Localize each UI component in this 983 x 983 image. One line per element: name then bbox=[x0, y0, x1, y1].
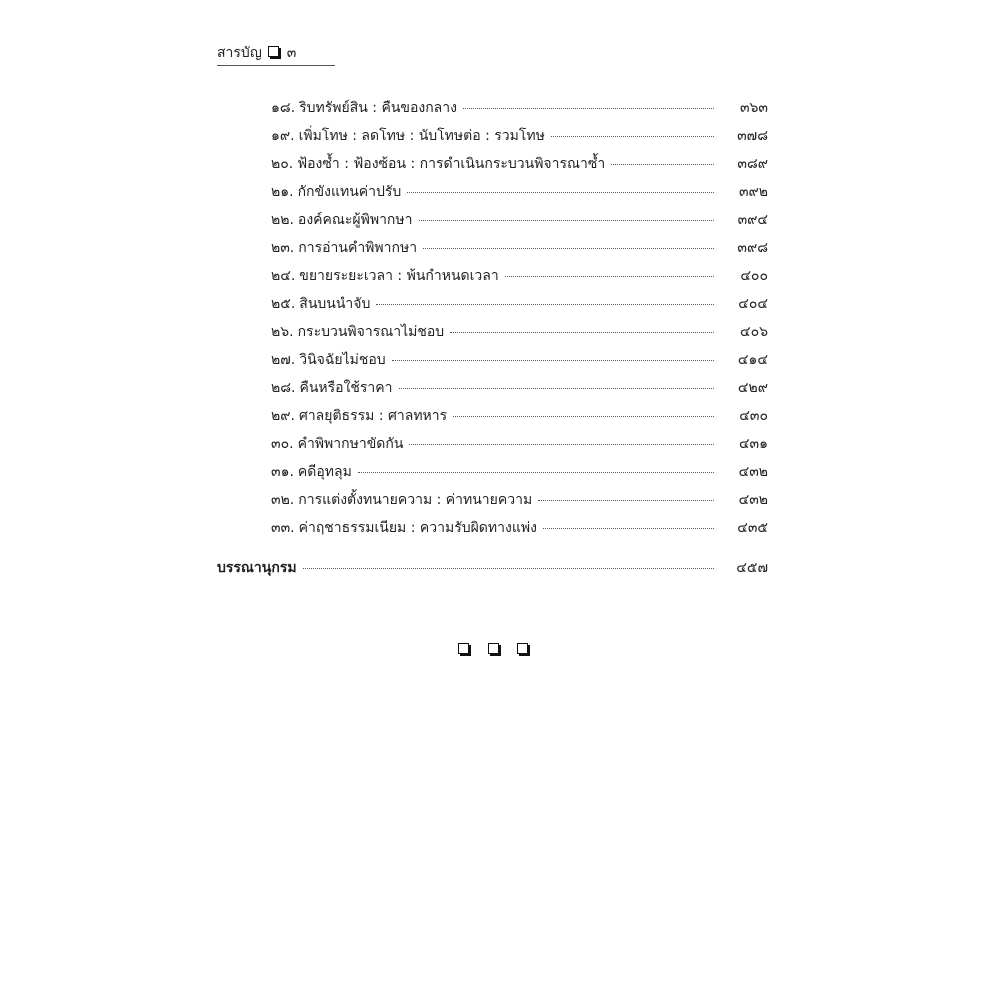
toc-entry-title: กระบวนพิจารณาไม่ชอบ bbox=[297, 324, 445, 340]
toc-entry-number: ๒๑. bbox=[271, 184, 294, 200]
square-bullet-icon bbox=[458, 643, 469, 654]
toc-entry-title: เพิ่มโทษ : ลดโทษ : นับโทษต่อ : รวมโทษ bbox=[298, 128, 545, 144]
toc-entry-page: ๓๖๓ bbox=[739, 100, 768, 116]
toc-entry-number: ๓๑. bbox=[271, 464, 294, 480]
dot-leader bbox=[358, 472, 714, 473]
toc-entry bbox=[271, 374, 768, 402]
section-end-ornament bbox=[458, 642, 528, 656]
toc-entry-page: ๓๙๔ bbox=[737, 212, 768, 228]
square-bullet-icon bbox=[268, 46, 279, 57]
toc-entry-page: ๔๐๖ bbox=[739, 324, 768, 340]
bibliography-title: บรรณานุกรม bbox=[217, 560, 297, 576]
toc-entry-page: ๔๑๔ bbox=[737, 352, 768, 368]
toc-entry-page: ๔๓๐ bbox=[739, 408, 768, 424]
toc-entry bbox=[271, 486, 768, 514]
dot-leader bbox=[407, 192, 714, 193]
dot-leader bbox=[543, 528, 714, 529]
toc-entry-title: ริบทรัพย์สิน : คืนของกลาง bbox=[299, 100, 457, 116]
toc-entry bbox=[271, 318, 768, 346]
toc-entry bbox=[271, 402, 768, 430]
square-bullet-icon bbox=[517, 643, 528, 654]
dot-leader bbox=[611, 164, 714, 165]
toc-entry-title: สินบนนำจับ bbox=[299, 296, 371, 312]
toc-entry-title: ขยายระยะเวลา : พ้นกำหนดเวลา bbox=[299, 268, 499, 284]
toc-entry-number: ๒๐. bbox=[271, 156, 294, 172]
dot-leader bbox=[450, 332, 714, 333]
toc-entry bbox=[271, 346, 768, 374]
dot-leader bbox=[376, 304, 714, 305]
dot-leader bbox=[423, 248, 714, 249]
header-page-number: ๓ bbox=[286, 44, 297, 61]
dot-leader bbox=[453, 416, 714, 417]
toc-entry-page: ๔๓๒ bbox=[738, 464, 768, 480]
toc-entry-number: ๒๗. bbox=[271, 352, 296, 368]
square-bullet-icon bbox=[488, 643, 499, 654]
toc-entry bbox=[271, 514, 768, 542]
toc-entry-number: ๑๘. bbox=[271, 100, 296, 116]
toc-entry-page: ๔๓๕ bbox=[737, 520, 768, 536]
toc-entry-number: ๒๓. bbox=[271, 240, 295, 256]
toc-entry-title: คำพิพากษาขัดกัน bbox=[297, 436, 404, 452]
toc-entry bbox=[271, 206, 768, 234]
toc-entry bbox=[271, 122, 768, 150]
dot-leader bbox=[303, 568, 714, 569]
toc-entry-title: วินิจฉัยไม่ชอบ bbox=[299, 352, 386, 368]
toc-entry bbox=[271, 430, 768, 458]
toc-entry-page: ๓๙๘ bbox=[737, 240, 768, 256]
toc-entry bbox=[271, 150, 768, 178]
toc-entry-page: ๔๒๙ bbox=[737, 380, 768, 396]
dot-leader bbox=[419, 220, 715, 221]
toc-entry-number: ๒๘. bbox=[271, 380, 296, 396]
toc-entry-number: ๓๓. bbox=[271, 520, 295, 536]
toc-entry-number: ๑๙. bbox=[271, 128, 295, 144]
running-header bbox=[217, 40, 335, 66]
toc-entry-number: ๒๔. bbox=[271, 268, 296, 284]
dot-leader bbox=[551, 136, 714, 137]
toc-entry bbox=[271, 178, 768, 206]
toc-entry-title: กักขังแทนค่าปรับ bbox=[297, 184, 402, 200]
dot-leader bbox=[463, 108, 714, 109]
toc-entry-title: ศาลยุติธรรม : ศาลทหาร bbox=[298, 408, 448, 424]
toc-entry-number: ๒๒. bbox=[271, 212, 294, 228]
toc-entry bbox=[271, 458, 768, 486]
toc-entry-number: ๒๕. bbox=[271, 296, 296, 312]
toc-entry-page: ๓๘๙ bbox=[737, 156, 768, 172]
toc-entry-title: การแต่งตั้งทนายความ : ค่าทนายความ bbox=[298, 492, 533, 508]
toc-entry-title: คืนหรือใช้ราคา bbox=[299, 380, 393, 396]
bibliography-page: ๔๕๗ bbox=[736, 560, 768, 576]
header-title: สารบัญ bbox=[217, 44, 262, 61]
toc-entry-number: ๓๐. bbox=[271, 436, 294, 452]
dot-leader bbox=[392, 360, 714, 361]
dot-leader bbox=[505, 276, 714, 277]
toc-entry-title: การอ่านคำพิพากษา bbox=[298, 240, 418, 256]
toc-entry bbox=[271, 262, 768, 290]
toc-entry-page: ๔๐๐ bbox=[740, 268, 768, 284]
toc-entry-number: ๒๖. bbox=[271, 324, 294, 340]
toc-entry-title: ฟ้องซ้ำ : ฟ้องซ้อน : การดำเนินกระบวนพิจารณาซ้ำ bbox=[297, 156, 606, 172]
toc-entry-number: ๒๙. bbox=[271, 408, 295, 424]
table-of-contents bbox=[271, 94, 768, 542]
bibliography-entry bbox=[217, 554, 768, 582]
toc-entry-page: ๓๙๒ bbox=[738, 184, 768, 200]
toc-entry-title: คดีอุทลุม bbox=[297, 464, 352, 480]
toc-entry-page: ๔๐๔ bbox=[738, 296, 768, 312]
dot-leader bbox=[409, 444, 714, 445]
toc-entry-title: ค่าฤชาธรรมเนียม : ความรับผิดทางแพ่ง bbox=[298, 520, 537, 536]
toc-entry bbox=[271, 234, 768, 262]
toc-entry-page: ๔๓๑ bbox=[738, 436, 768, 452]
dot-leader bbox=[538, 500, 714, 501]
toc-entry bbox=[271, 290, 768, 318]
toc-entry-number: ๓๒. bbox=[271, 492, 295, 508]
toc-entry-title: องค์คณะผู้พิพากษา bbox=[297, 212, 413, 228]
toc-entry-page: ๔๓๒ bbox=[738, 492, 768, 508]
toc-entry-page: ๓๗๘ bbox=[737, 128, 768, 144]
dot-leader bbox=[399, 388, 714, 389]
toc-entry bbox=[271, 94, 768, 122]
